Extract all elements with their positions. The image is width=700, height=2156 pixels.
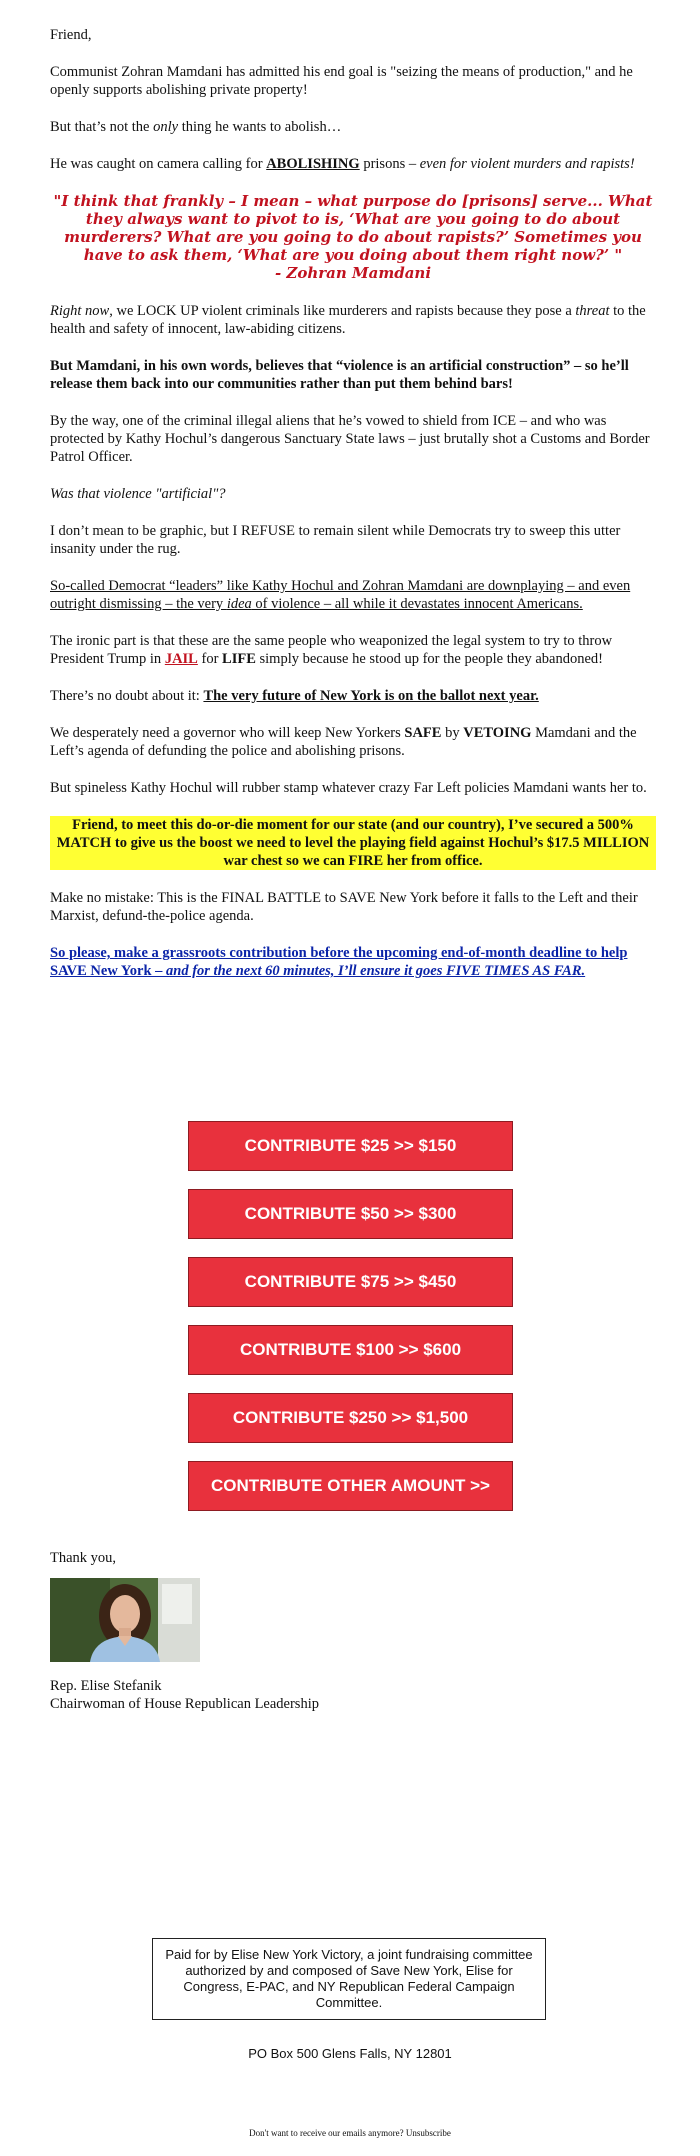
contribute-link-paragraph <box>50 944 656 980</box>
paragraph-hochul: But spineless Kathy Hochul will rubber stamp whatever crazy Far Left policies Mamdani wants her to. <box>50 780 647 796</box>
paid-for-disclaimer: Paid for by Elise New York Victory, a joint fundraising committee authorized by and composed of Save New York, Elise for Congress, E-PAC, and NY Republican Federal Campaign Committee. <box>152 1938 546 2020</box>
contribute-100-button[interactable]: CONTRIBUTE $100 >> $600 <box>188 1325 513 1375</box>
paragraph-governor: We desperately need a governor who will keep New Yorkers SAFE by VETOING Mamdani and the Left’s agenda of defunding the police and abolishing prisons. <box>50 725 637 759</box>
mailing-address: PO Box 500 Glens Falls, NY 12801 <box>248 2046 452 2061</box>
paragraph-trump: The ironic part is that these are the same people who weaponized the legal system to try to throw President Trump in JAIL for LIFE simply because he stood up for the people they abandoned! <box>50 633 613 667</box>
paragraph-artificial: But Mamdani, in his own words, believes that “violence is an artificial construction” – so he’ll release them back into our communities rather than put them behind bars! <box>50 358 629 392</box>
contribute-buttons <box>188 1121 513 1529</box>
greeting: Friend, <box>50 27 92 43</box>
signature-block <box>50 1677 319 1713</box>
signer-title: Chairwoman of House Republican Leadership <box>50 1696 319 1712</box>
unsubscribe-link[interactable]: Don't want to receive our emails anymore? Unsubscribe <box>249 2128 451 2138</box>
contribute-75-button[interactable]: CONTRIBUTE $75 >> $450 <box>188 1257 513 1307</box>
paragraph-question: Was that violence "artificial"? <box>50 486 226 502</box>
paragraph-refuse: I don’t mean to be graphic, but I REFUSE to remain silent while Democrats try to sweep this utter insanity under the rug. <box>50 523 621 557</box>
paragraph-right-now: Right now, we LOCK UP violent criminals like murderers and rapists because they pose a threat to the health and safety of innocent, law-abiding citizens. <box>50 303 646 337</box>
contribute-50-button[interactable]: CONTRIBUTE $50 >> $300 <box>188 1189 513 1239</box>
quote-attribution: - Zohran Mamdani <box>274 264 432 282</box>
mamdani-quote: "I think that frankly – I mean – what purpose do [prisons] serve... What they always want to pivot to is, ‘What are you going to do about murderers? What are you going to do about rapists?’ Sometimes you have to ask them, ‘What are you doing about them right now?’ " - Zohran Mamdani <box>50 192 656 282</box>
paragraph-prisons: He was caught on camera calling for ABOLISHING prisons – even for violent murders and rapists! <box>50 156 635 172</box>
paragraph-ballot: There’s no doubt about it: The very future of New York is on the ballot next year. <box>50 688 539 704</box>
sign-off: Thank you, <box>50 1550 117 1566</box>
signer-name: Rep. Elise Stefanik <box>50 1678 162 1694</box>
contribute-250-button[interactable]: CONTRIBUTE $250 >> $1,500 <box>188 1393 513 1443</box>
contribute-other-button[interactable]: CONTRIBUTE OTHER AMOUNT >> <box>188 1461 513 1511</box>
paragraph-intro: Communist Zohran Mamdani has admitted his end goal is "seizing the means of production," and he openly supports abolishing private property! <box>50 64 633 98</box>
paragraph-final-battle: Make no mistake: This is the FINAL BATTLE to SAVE New York before it falls to the Left and their Marxist, defund-the-police agenda. <box>50 890 638 924</box>
contribute-25-button[interactable]: CONTRIBUTE $25 >> $150 <box>188 1121 513 1171</box>
email-body <box>50 26 656 999</box>
contribute-link[interactable]: So please, make a grassroots contribution before the upcoming end-of-month deadline to help SAVE New York – and for the next 60 minutes, I’ll ensure it goes FIVE TIMES AS FAR. <box>50 945 628 979</box>
paragraph-abolish: But that’s not the only thing he wants to abolish… <box>50 119 342 135</box>
paragraph-leaders: So-called Democrat “leaders” like Kathy Hochul and Zohran Mamdani are downplaying – and even outright dismissing – the very idea of violence – all while it devastates innocent Americans. <box>50 578 631 612</box>
paragraph-ice: By the way, one of the criminal illegal aliens that he’s vowed to shield from ICE – and who was protected by Kathy Hochul’s dangerous Sanctuary State laws – just brutally shot a Customs and Border Patrol Officer. <box>50 413 650 465</box>
match-highlight: Friend, to meet this do-or-die moment for our state (and our country), I’ve secured a 500% MATCH to give us the boost we need to level the playing field against Hochul’s $17.5 MILLION war chest so we can FIRE her from office. <box>50 816 656 870</box>
portrait-photo <box>50 1578 200 1662</box>
